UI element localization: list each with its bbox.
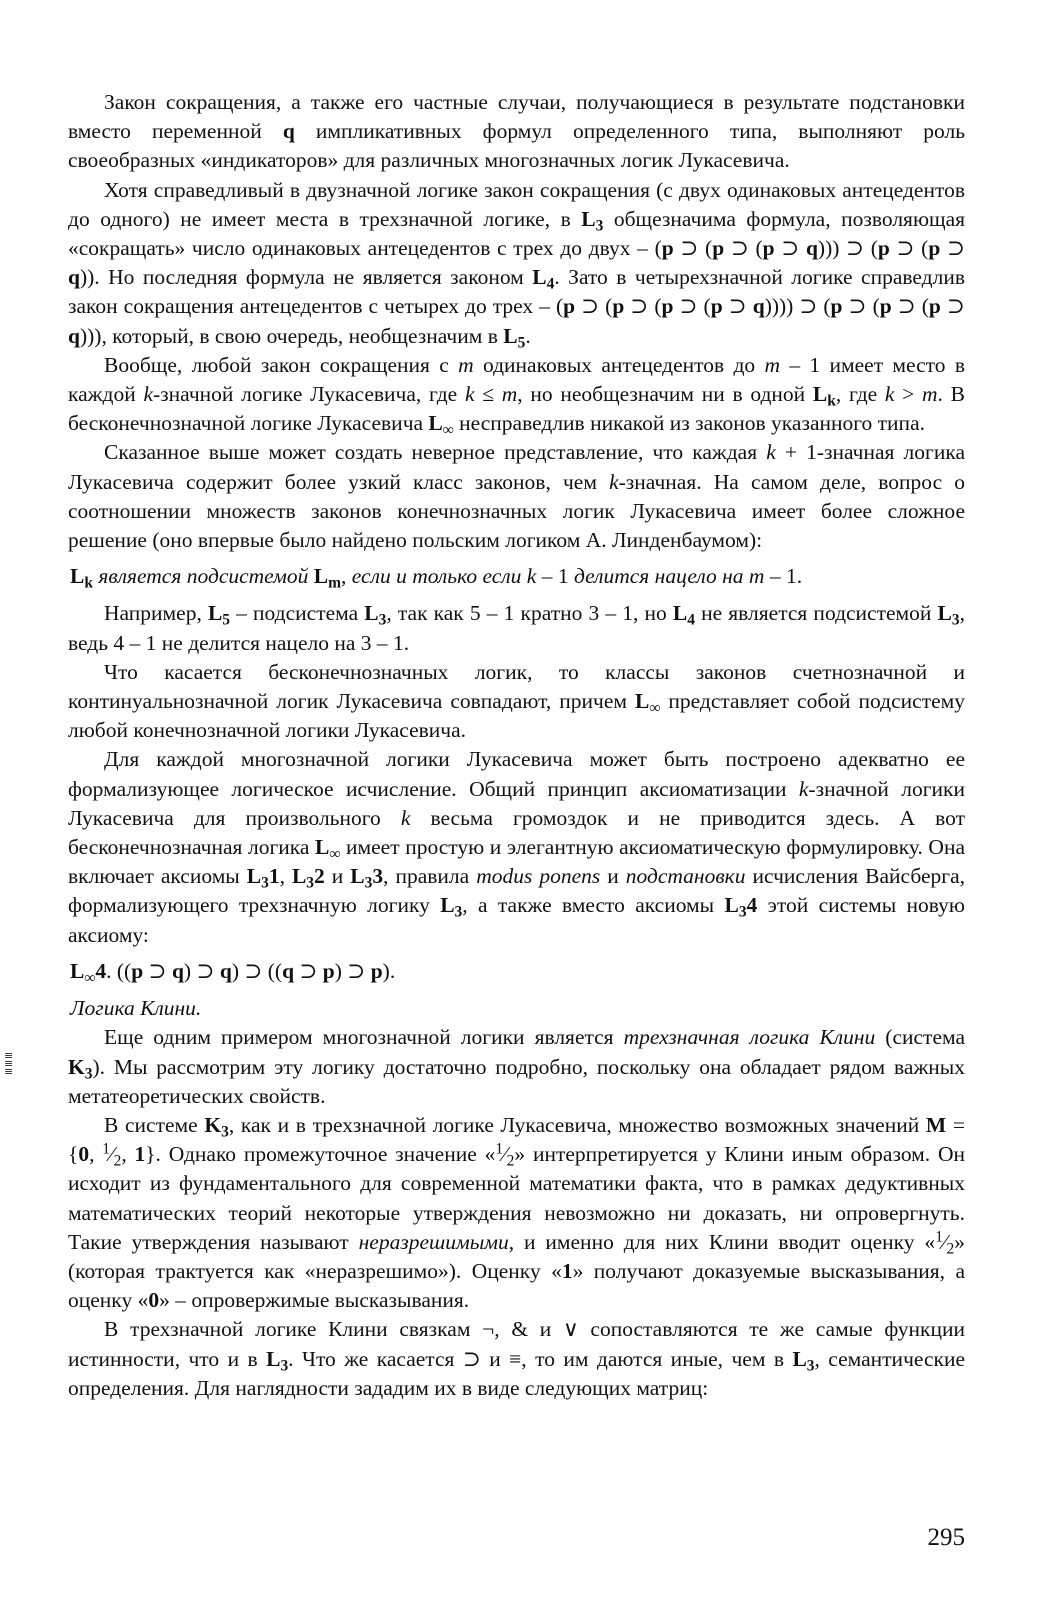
page-body xyxy=(68,88,965,1403)
paragraph-lindenbaum: Сказанное выше может создать неверное представление, что каждая k + 1-значная логика Лукасевича содержит более узкий класс законов, чем k-значная. На самом деле, вопрос о соотношении множеств законов конечнозначных логик Лукасевича имеет более сложное решение (оно впервые было найдено польским логиком А. Линденбаумом): xyxy=(68,440,966,553)
paragraph-infinite-logics: Что касается бесконечнозначных логик, то классы законов счетнозначной и континуальнозначной логик Лукасевича совпадают, причем $L_\infty$ представляет собой подсистему любой конечнозначной логики Лукасевича. xyxy=(68,659,965,743)
paragraph-example-l5: Например, $L_5$ – подсистема $L_3$, так как 5 – 1 кратно 3 – 1, но $L_4$ не является подсистемой $L_3$, ведь 4 – 1 не делится нацело на 3 – 1. xyxy=(68,601,965,655)
paragraph-contraction-general: Вообще, любой закон сокращения с m одинаковых антецедентов до m – 1 имеет место в каждой k-значной логике Лукасевича, где k ≤ m, но необщезначим ни в одной $L_k$, где k > m. В бесконечнозначной логике Лукасевича $L_\infty$ несправедлив никакой из законов указанного типа. xyxy=(68,352,965,439)
formula-axiom-linf4: $L_\infty 4$. ((p ⊃ q) ⊃ q) ⊃ ((q ⊃ p) ⊃ p). xyxy=(70,958,396,987)
section-heading-kleene: Логика Клини. xyxy=(70,996,202,1021)
paragraph-kleene-intro: Еще одним примером многозначной логики является трехзначная логика Клини (система $K_3$). Мы рассмотрим эту логику достаточно подробно, поскольку она обладает рядом важных метатеоретических свойств. xyxy=(68,1025,965,1108)
margin-mark: ≡ ≡ ≡ xyxy=(4,1049,13,1078)
page-number: 295 xyxy=(927,1524,965,1551)
paragraph-kleene-values: В системе $K_3$, как и в трехзначной логике Лукасевича, множество возможных значений M = {0, $^1⁄_2$, 1}. Однако промежуточное значение «$^1⁄_2$» интерпретируется у Клини иным образом. Он исходит из фундаментального для современной математики факта, что в рамках дедуктивных математических теорий некоторые утверждения невозможно ни доказать, ни опровергнуть. Такие утверждения называют неразрешимыми, и именно для них Клини вводит оценку «$^1⁄_2$» (которая трактуется как «неразрешимо»). Оценку «1» получают доказуемые высказывания, а оценку «0» – опровержимые высказывания. xyxy=(68,1112,965,1313)
paragraph-contraction-l3: Хотя справедливый в двузначной логике закон сокращения (с двух одинаковых антецедентов до одного) не имеет места в трехзначной логике, в $L_3$ общезначима формула, позволяющая «сокращать» число одинаковых антецедентов с трех до двух – (p ⊃ (p ⊃ (p ⊃ q))) ⊃ (p ⊃ (p ⊃ q)). Но последняя формула не является законом $L_4$. Зато в четырехзначной логике справедлив закон сокращения антецедентов с четырех до трех – (p ⊃ (p ⊃ (p ⊃ (p ⊃ q)))) ⊃ (p ⊃ (p ⊃ (p ⊃ q))), который, в свою очередь, необщезначим в $L_5$. xyxy=(68,177,965,352)
paragraph-contraction-indicators: Закон сокращения, а также его частные случаи, получающиеся в результате подстановки вместо переменной q импликативных формул определенного типа, выполняют роль своеобразных «индикаторов» для различных многозначных логик Лукасевича. xyxy=(68,90,965,173)
formula-subsystem-criterion: $L_k$ является подсистемой $L_m$, если и только если k – 1 делится нацело на m – 1. xyxy=(70,564,803,592)
paragraph-kleene-connectives: В трехзначной логике Клини связкам ¬, & и ∨ сопоставляются те же самые функции истинности, что и в $L_3$. Что же касается ⊃ и ≡, то им даются иные, чем в $L_3$, семантические определения. Для наглядности зададим их в виде следующих матриц: xyxy=(68,1317,965,1400)
paragraph-axiomatization: Для каждой многозначной логики Лукасевича может быть построено адекватно ее формализующее логическое исчисление. Общий принцип аксиоматизации k-значной логики Лукасевича для произвольного k весьма громоздок и не приводится здесь. А вот бесконечнозначная логика $L_\infty$ имеет простую и элегантную аксиоматическую формулировку. Она включает аксиомы $L_31$, $L_32$ и $L_33$, правила modus ponens и подстановки исчисления Вайсберга, формализующего трехзначную логику $L_3$, а также вместо аксиомы $L_34$ этой системы новую аксиому: xyxy=(68,747,966,947)
